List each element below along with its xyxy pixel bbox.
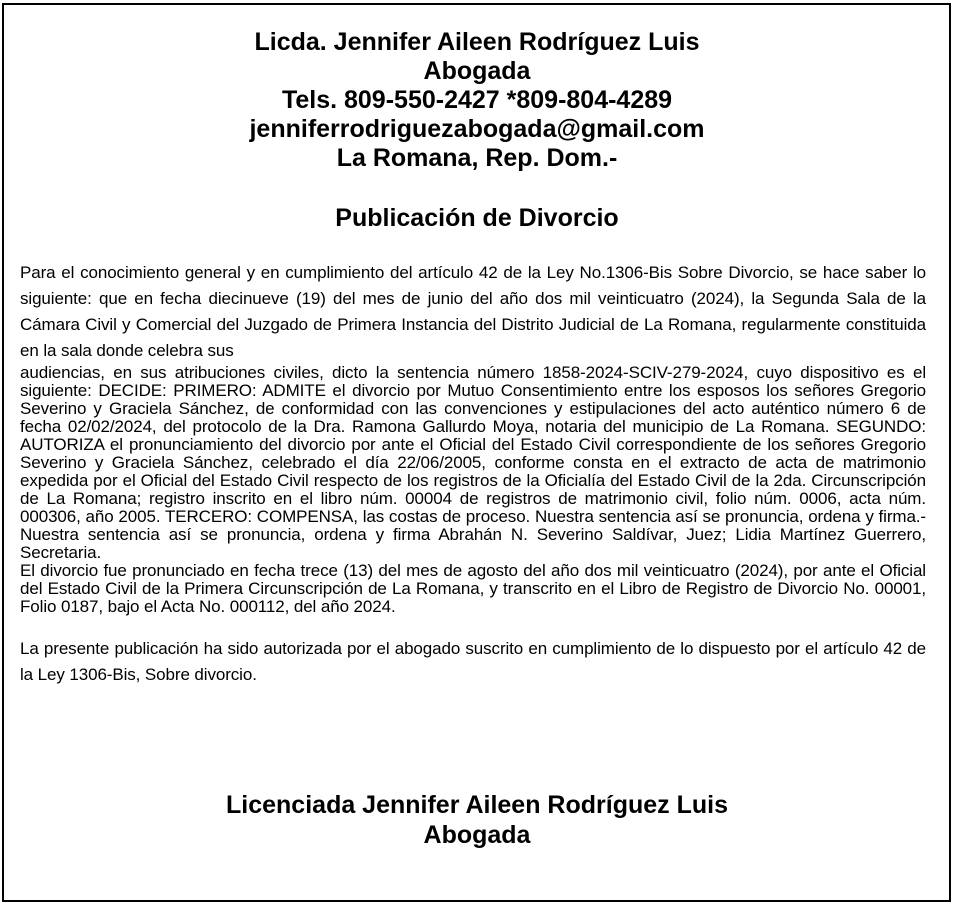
paragraph-2: El divorcio fue pronunciado en fecha trece (13) del mes de agosto del año dos mil veinticuatro (2024), por ante el Oficial del Estado Civil de la Primera Circunscripción de La Romana, y transcrito en el Libro de Registro de Divorcio No. 00001, Folio 0187, bajo el Acta No. 000112, del año 2024.	[20, 561, 926, 616]
paragraph-1-open: Para el conocimiento general y en cumplimiento del artículo 42 de la Ley No.1306-Bis Sobre Divorcio, se hace saber lo siguiente: que en fecha diecinueve (19) del mes de junio del año dos mil veinticuatro (2024), la Segunda Sala de la Cámara Civil y Comercial del Juzgado de Primera Instancia del Distrito Judicial de La Romana, regularmente constituida en la sala donde celebra sus	[20, 263, 926, 360]
lawyer-phones: Tels. 809-550-2427 *809-804-4289	[281, 86, 673, 114]
signature-profession: Abogada	[423, 821, 531, 849]
lawyer-location: La Romana, Rep. Dom.-	[336, 144, 618, 172]
paragraph-1-rest: audiencias, en sus atribuciones civiles, dicto la sentencia número 1858-2024-SCIV-279-2024, cuyo dispositivo es el siguiente: DECIDE: PRIMERO: ADMITE el divorcio por Mutuo Consentimiento entre los esposos los señores Gregorio Severino y Graciela Sánchez, de conformidad con las convenciones y estipulaciones del acto auténtico número 6 de fecha 02/02/2024, del protocolo de la Dra. Ramona Gallurdo Moya, notaria del municipio de La Romana. SEGUNDO: AUTORIZA el pronunciamiento del divorcio por ante el Oficial del Estado Civil correspondiente de los señores Gregorio Severino y Graciela Sánchez, celebrado el día 22/06/2005, conforme consta en el extracto de acta de matrimonio expedida por el Oficial del Estado Civil respecto de los registros de la Oficialía del Estado Civil de la 2da. Circunscripción de La Romana; registro inscrito en el libro núm. 00004 de registros de matrimonio civil, folio núm. 0006, acta núm. 000306, año 2005. TERCERO: COMPENSA, las costas de proceso. Nuestra sentencia así se pronuncia, ordena y firma.-Nuestra sentencia así se pronuncia, ordena y firma Abrahán N. Severino Saldívar, Juez; Lidia Martínez Guerrero, Secretaria.	[20, 363, 926, 562]
lawyer-header	[0, 28, 954, 173]
signature-block	[0, 790, 954, 850]
signature-name: Licenciada Jennifer Aileen Rodríguez Luis	[226, 791, 728, 819]
lawyer-name: Licda. Jennifer Aileen Rodríguez Luis	[254, 28, 700, 56]
publication-title: Publicación de Divorcio	[335, 204, 619, 232]
lawyer-profession: Abogada	[423, 57, 531, 85]
lawyer-email: jenniferrodriguezabogada@gmail.com	[249, 115, 705, 143]
paragraph-3: La presente publicación ha sido autorizada por el abogado suscrito en cumplimiento de lo dispuesto por el artículo 42 de la Ley 1306-Bis, Sobre divorcio.	[20, 639, 926, 684]
publication-body	[20, 260, 926, 688]
